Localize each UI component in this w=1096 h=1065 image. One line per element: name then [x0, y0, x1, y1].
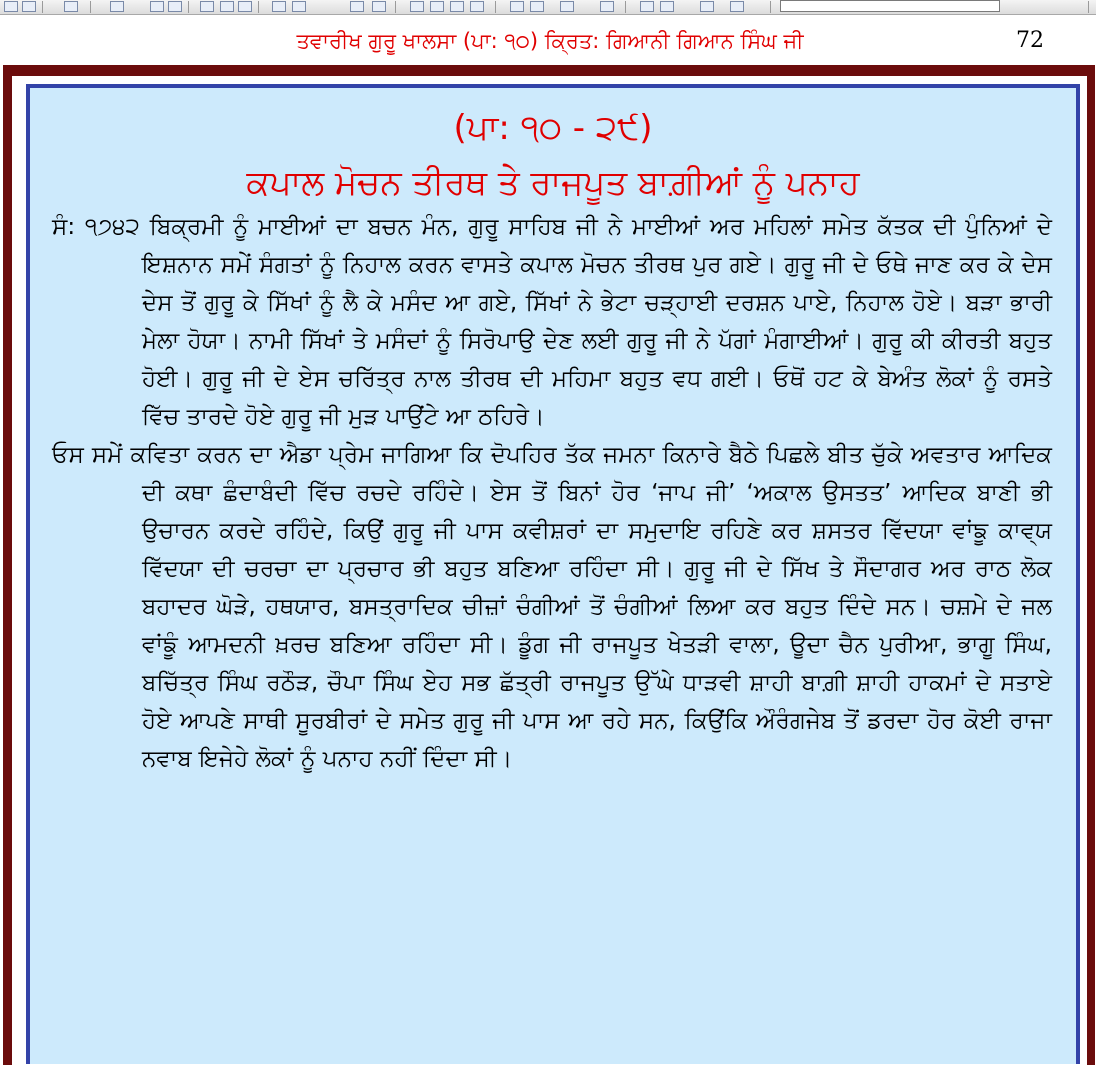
toolbar-button-icon[interactable] [238, 1, 252, 12]
chapter-number: (ਪਾ: ੧੦ - ੨੯) [453, 108, 653, 148]
toolbar-button-icon[interactable] [372, 1, 386, 12]
toolbar-button-icon[interactable] [730, 1, 744, 12]
toolbar-button-icon[interactable] [272, 1, 286, 12]
toolbar-button-icon[interactable] [150, 1, 164, 12]
paragraph: ਸੰ: ੧੭੪੨ ਬਿਕ੍ਰਮੀ ਨੂੰ ਮਾਈਆਂ ਦਾ ਬਚਨ ਮੰਨ, ਗੁਰੂ ਸਾਹਿਬ ਜੀ ਨੇ ਮਾਈਆਂ ਅਰ ਮਹਿਲਾਂ ਸਮੇਤ ਕੱਤਕ ਦੀ ਪੁੰਨਿਆਂ ਦੇ ਇਸ਼ਨਾਨ ਸਮੇਂ ਸੰਗਤਾਂ ਨੂੰ ਨਿਹਾਲ ਕਰਨ ਵਾਸਤੇ ਕਪਾਲ ਮੋਚਨ ਤੀਰਥ ਪੁਰ ਗਏ। ਗੁਰੂ ਜੀ ਦੇ ਓਥੇ ਜਾਣ ਕਰ ਕੇ ਦੇਸ ਦੇਸ ਤੋਂ ਗੁਰੂ ਕੇ ਸਿੱਖਾਂ ਨੂੰ ਲੈ ਕੇ ਮਸੰਦ ਆ ਗਏ, ਸਿੱਖਾਂ ਨੇ ਭੇਟਾ ਚੜ੍ਹਾਈ ਦਰਸ਼ਨ ਪਾਏ, ਨਿਹਾਲ ਹੋਏ। ਬੜਾ ਭਾਰੀ ਮੇਲਾ ਹੋਯਾ। ਨਾਮੀ ਸਿੱਖਾਂ ਤੇ ਮਸੰਦਾਂ ਨੂੰ ਸਿਰੋਪਾਉ ਦੇਣ ਲਈ ਗੁਰੂ ਜੀ ਨੇ ਪੱਗਾਂ ਮੰਗਾਈਆਂ। ਗੁਰੂ ਕੀ ਕੀਰਤੀ ਬਹੁਤ ਹੋਈ। ਗੁਰੂ ਜੀ ਦੇ ਏਸ ਚਰਿੱਤ੍ਰ ਨਾਲ ਤੀਰਥ ਦੀ ਮਹਿਮਾ ਬਹੁਤ ਵਧ ਗਈ। ਓਥੋਂ ਹਟ ਕੇ ਬੇਅੰਤ ਲੋਕਾਂ ਨੂੰ ਰਸਤੇ ਵਿੱਚ ਤਾਰਦੇ ਹੋਏ ਗੁਰੂ ਜੀ ਮੁੜ ਪਾਉਂਟੇ ਆ ਠਹਿਰੇ। [52, 214, 1052, 430]
page-header [0, 24, 1096, 60]
toolbar-button-icon[interactable] [110, 1, 124, 12]
toolbar-button-icon[interactable] [700, 1, 714, 12]
toolbar-separator [495, 1, 496, 13]
toolbar-button-icon[interactable] [640, 1, 654, 12]
toolbar-separator [90, 1, 91, 13]
chapter-title: ਕਪਾਲ ਮੋਚਨ ਤੀਰਥ ਤੇ ਰਾਜਪੂਤ ਬਾਗ਼ੀਆਂ ਨੂੰ ਪਨਾਹ [246, 163, 860, 203]
toolbar-button-icon[interactable] [530, 1, 544, 12]
toolbar-button-icon[interactable] [64, 1, 78, 12]
toolbar-button-icon[interactable] [450, 1, 464, 12]
body-text [52, 208, 1052, 778]
toolbar-button-icon[interactable] [470, 1, 484, 12]
toolbar-separator [395, 1, 396, 13]
toolbar-separator [188, 1, 189, 13]
toolbar [0, 0, 1096, 15]
content-panel [26, 84, 1080, 1064]
toolbar-button-icon[interactable] [168, 1, 182, 12]
toolbar-button-icon[interactable] [22, 1, 36, 12]
toolbar-button-icon[interactable] [430, 1, 444, 12]
toolbar-button-icon[interactable] [600, 1, 614, 12]
toolbar-separator [770, 1, 771, 13]
toolbar-separator [42, 1, 43, 13]
paragraph: ਓਸ ਸਮੇਂ ਕਵਿਤਾ ਕਰਨ ਦਾ ਐਡਾ ਪ੍ਰੇਮ ਜਾਗਿਆ ਕਿ ਦੋਪਹਿਰ ਤੱਕ ਜਮਨਾ ਕਿਨਾਰੇ ਬੈਠੇ ਪਿਛਲੇ ਬੀਤ ਚੁੱਕੇ ਅਵਤਾਰ ਆਦਿਕ ਦੀ ਕਥਾ ਛੰਦਾਬੰਦੀ ਵਿੱਚ ਰਚਦੇ ਰਹਿੰਦੇ। ਏਸ ਤੋਂ ਬਿਨਾਂ ਹੋਰ ‘ਜਾਪ ਜੀ’ ‘ਅਕਾਲ ਉਸਤਤ’ ਆਦਿਕ ਬਾਣੀ ਭੀ ਉਚਾਰਨ ਕਰਦੇ ਰਹਿੰਦੇ, ਕਿਉਂ ਗੁਰੂ ਜੀ ਪਾਸ ਕਵੀਸ਼ਰਾਂ ਦਾ ਸਮੁਦਾਇ ਰਹਿਣੇ ਕਰ ਸ਼ਸਤਰ ਵਿੱਦਯਾ ਵਾਂਙੂ ਕਾਵ੍ਯ ਵਿੱਦਯਾ ਦੀ ਚਰਚਾ ਦਾ ਪ੍ਰਚਾਰ ਭੀ ਬਹੁਤ ਬਣਿਆ ਰਹਿੰਦਾ ਸੀ। ਗੁਰੂ ਜੀ ਦੇ ਸਿੱਖ ਤੇ ਸੌਦਾਗਰ ਅਰ ਰਾਠ ਲੋਕ ਬਹਾਦਰ ਘੋੜੇ, ਹਥਯਾਰ, ਬਸਤ੍ਰਾਦਿਕ ਚੀਜ਼ਾਂ ਚੰਗੀਆਂ ਤੋਂ ਚੰਗੀਆਂ ਲਿਆ ਕਰ ਬਹੁਤ ਦਿੰਦੇ ਸਨ। ਚਸ਼ਮੇ ਦੇ ਜਲ ਵਾਂਙੂੰ ਆਮਦਨੀ ਖ਼ਰਚ ਬਣਿਆ ਰਹਿੰਦਾ ਸੀ। ਡੂੰਗ ਜੀ ਰਾਜਪੂਤ ਖੇਤੜੀ ਵਾਲਾ, ਊਦਾ ਚੈਨ ਪੁਰੀਆ, ਭਾਗੂ ਸਿੰਘ, ਬਚਿੱਤ੍ਰ ਸਿੰਘ ਰਠੌੜ, ਚੌਪਾ ਸਿੰਘ ਏਹ ਸਭ ਛੱਤ੍ਰੀ ਰਾਜਪੂਤ ਉੱਘੇ ਧਾੜਵੀ ਸ਼ਾਹੀ ਬਾਗ਼ੀ ਸ਼ਾਹੀ ਹਾਕਮਾਂ ਦੇ ਸਤਾਏ ਹੋਏ ਆਪਣੇ ਸਾਥੀ ਸੂਰਬੀਰਾਂ ਦੇ ਸਮੇਤ ਗੁਰੂ ਜੀ ਪਾਸ ਆ ਰਹੇ ਸਨ, ਕਿਉਂਕਿ ਔਰੰਗਜੇਬ ਤੋਂ ਡਰਦਾ ਹੋਰ ਕੋਈ ਰਾਜਾ ਨਵਾਬ ਇਜੇਹੇ ਲੋਕਾਂ ਨੂੰ ਪਨਾਹ ਨਹੀਂ ਦਿੰਦਾ ਸੀ। [52, 442, 1052, 772]
toolbar-button-icon[interactable] [292, 1, 306, 12]
toolbar-separator [1088, 1, 1089, 13]
toolbar-button-icon[interactable] [510, 1, 524, 12]
toolbar-button-icon[interactable] [4, 1, 18, 12]
page-number: 72 [1016, 28, 1044, 53]
toolbar-button-icon[interactable] [410, 1, 424, 12]
header-title: ਤਵਾਰੀਖ ਗੁਰੂ ਖਾਲਸਾ (ਪਾ: ੧੦) ਕ੍ਰਿਤ: ਗਿਆਨੀ ਗਿਆਨ ਸਿੰਘ ਜੀ [296, 29, 804, 53]
toolbar-button-icon[interactable] [350, 1, 364, 12]
toolbar-button-icon[interactable] [560, 1, 574, 12]
toolbar-button-icon[interactable] [660, 1, 674, 12]
toolbar-button-icon[interactable] [200, 1, 214, 12]
toolbar-separator [258, 1, 259, 13]
toolbar-button-icon[interactable] [220, 1, 234, 12]
toolbar-input[interactable] [780, 0, 1000, 12]
toolbar-separator [625, 1, 626, 13]
